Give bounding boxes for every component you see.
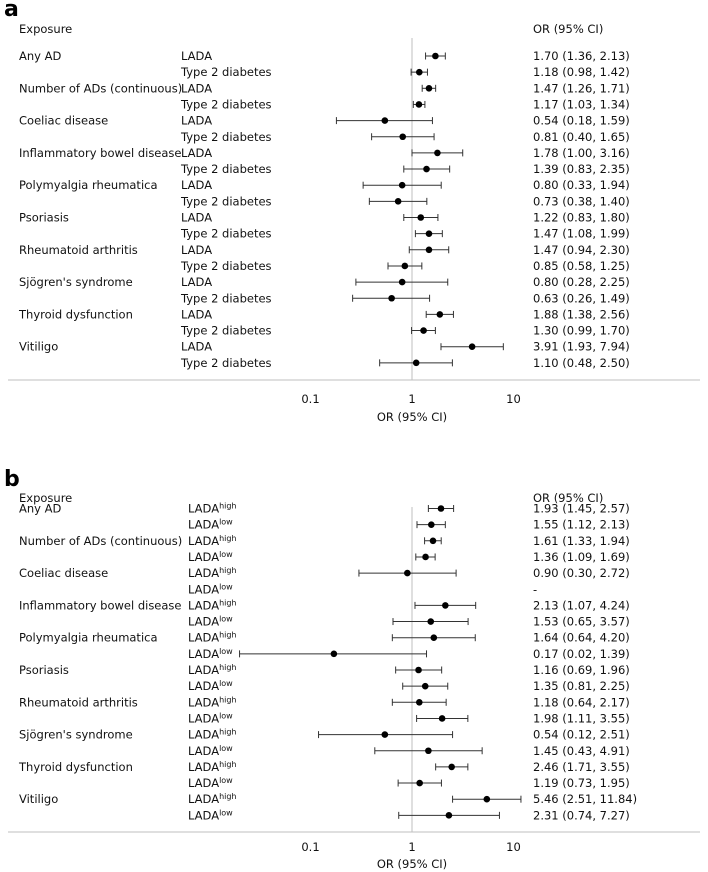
subgroup-label-text: LADA [188,517,220,532]
point-estimate [416,101,423,108]
subgroup-label [188,711,233,725]
x-tick-label: 0.1 [301,840,320,854]
subgroup-label-superscript: high [219,663,237,672]
subgroup-label-text: LADA [188,695,220,710]
subgroup-label [181,307,212,321]
or-ci-value: 2.31 (0.74, 7.27) [533,808,630,823]
subgroup-label-text: Type 2 diabetes [181,97,272,112]
subgroup-label [188,808,233,822]
or-ci-value: 1.30 (0.99, 1.70) [533,323,630,338]
or-ci-value: 1.64 (0.64, 4.20) [533,630,630,645]
subgroup-label [188,679,233,693]
subgroup-label-text: LADA [181,307,213,322]
subgroup-label-superscript: low [219,614,233,624]
exposure-label: Any AD [19,501,62,516]
point-estimate [422,683,429,690]
or-ci-value: 0.54 (0.12, 2.51) [533,727,630,742]
x-tick-label: 1 [408,840,416,854]
subgroup-label [188,744,233,758]
subgroup-label-text: LADA [181,275,213,290]
subgroup-label [188,760,237,774]
subgroup-label [188,534,237,548]
subgroup-label [181,340,212,354]
x-tick-label: 10 [506,392,521,406]
point-estimate [399,182,406,189]
subgroup-label-text: Type 2 diabetes [181,355,272,370]
point-estimate [382,731,389,738]
x-tick-label: 0.1 [301,392,320,406]
point-estimate [331,651,338,658]
subgroup-label-text: LADA [188,727,220,742]
or-ci-value: 1.17 (1.03, 1.34) [533,97,630,112]
exposure-label: Sjögren's syndrome [19,275,133,290]
subgroup-label [188,566,237,580]
subgroup-label-text: LADA [188,646,220,661]
or-ci-value: 1.70 (1.36, 2.13) [533,49,630,63]
subgroup-label [181,49,212,63]
point-estimate [431,634,438,641]
subgroup-label-text: LADA [181,113,213,128]
subgroup-label-superscript: low [219,743,233,753]
exposure-label: Vitiligo [19,339,59,354]
subgroup-label-superscript: high [219,598,237,608]
or-ci-value: 1.22 (0.83, 1.80) [533,210,630,225]
subgroup-label [181,243,212,257]
panel-label: b [4,467,20,492]
or-ci-value: 1.19 (0.73, 1.95) [533,776,630,791]
exposure-label: Thyroid dysfunction [19,759,133,774]
exposure-label: Coeliac disease [19,566,109,581]
subgroup-label-superscript: low [219,679,233,689]
or-ci-value: 1.10 (0.48, 2.50) [533,355,630,370]
point-estimate [416,780,423,787]
subgroup-label [180,291,272,305]
subgroup-label-text: LADA [188,792,220,807]
subgroup-label-superscript: low [219,517,233,527]
or-ci-value: 2.46 (1.71, 3.55) [533,759,630,774]
header-exposure: Exposure [19,491,73,505]
subgroup-label [180,97,272,111]
or-ci-value: 1.53 (0.65, 3.57) [533,614,630,629]
exposure-label: Vitiligo [19,792,59,807]
point-estimate [399,279,406,286]
x-axis-title: OR (95% CI) [376,410,448,424]
subgroup-label [180,227,272,241]
subgroup-label-superscript: high [219,695,237,705]
subgroup-label [180,130,272,144]
exposure-label: Number of ADs (continuous) [19,533,183,548]
subgroup-label-superscript: high [219,533,237,543]
point-estimate [427,618,434,625]
or-ci-value: 1.45 (0.43, 4.91) [533,743,630,758]
subgroup-label-text: LADA [181,81,213,96]
subgroup-label-superscript: high [219,501,237,511]
panel-label: a [4,0,19,22]
or-ci-value: - [533,582,538,597]
point-estimate [437,311,444,318]
or-ci-value: 0.73 (0.38, 1.40) [533,194,630,209]
point-estimate [422,554,429,561]
exposure-label: Any AD [19,49,62,63]
subgroup-label-superscript: low [219,711,233,721]
point-estimate [417,214,424,221]
exposure-label: Rheumatoid arthritis [19,242,138,257]
or-ci-value: 1.47 (1.26, 1.71) [533,81,630,96]
subgroup-label [181,275,212,289]
subgroup-label [188,792,237,806]
or-ci-value: 1.18 (0.98, 1.42) [533,65,630,80]
or-ci-value: 0.63 (0.26, 1.49) [533,291,630,306]
subgroup-label-superscript: high [219,566,237,576]
subgroup-label-text: LADA [188,630,220,645]
exposure-label: Coeliac disease [19,113,109,128]
subgroup-label [180,194,272,208]
subgroup-label [188,598,237,612]
subgroup-label-text: LADA [181,242,213,257]
subgroup-label-text: Type 2 diabetes [181,323,272,338]
subgroup-label [181,211,212,225]
subgroup-label-text: Type 2 diabetes [181,291,272,306]
subgroup-label-superscript: low [219,776,233,786]
point-estimate [425,747,432,754]
subgroup-label-text: LADA [188,663,220,677]
exposure-label: Polymyalgia rheumatica [19,178,158,193]
subgroup-label [181,178,212,192]
subgroup-label-text: LADA [188,808,220,823]
point-estimate [416,69,423,76]
subgroup-label [180,259,272,273]
subgroup-label [181,146,212,160]
point-estimate [426,247,433,254]
or-ci-value: 0.85 (0.58, 1.25) [533,258,630,273]
exposure-label: Inflammatory bowel disease [19,145,182,160]
subgroup-label [188,647,233,661]
header-or-ci: OR (95% CI) [533,22,604,36]
point-estimate [426,230,433,237]
or-ci-value: 1.61 (1.33, 1.94) [533,533,630,548]
subgroup-label [188,728,237,742]
subgroup-label-superscript: high [219,759,237,769]
or-ci-value: 5.46 (2.51, 11.84) [533,792,638,807]
or-ci-value: 0.80 (0.33, 1.94) [533,178,630,193]
subgroup-label [181,81,212,95]
point-estimate [426,85,433,92]
point-estimate [438,505,445,512]
subgroup-label-text: Type 2 diabetes [181,65,272,80]
subgroup-label-superscript: low [219,646,233,656]
point-estimate [395,198,402,205]
subgroup-label [188,695,237,709]
subgroup-label-text: LADA [188,776,220,791]
subgroup-label-superscript: high [219,630,237,640]
header-exposure: Exposure [19,22,73,36]
subgroup-label [181,114,212,128]
subgroup-label-text: Type 2 diabetes [181,129,272,144]
subgroup-label-text: LADA [188,679,220,694]
subgroup-label-text: LADA [188,614,220,629]
subgroup-label-text: Type 2 diabetes [181,194,272,209]
exposure-label: Sjögren's syndrome [19,727,133,742]
or-ci-value: 3.91 (1.93, 7.94) [533,339,630,354]
or-ci-value: 1.93 (1.45, 2.57) [533,501,630,516]
subgroup-label [180,65,272,79]
or-ci-value: 2.13 (1.07, 4.24) [533,598,630,613]
subgroup-label [180,324,272,338]
subgroup-label-text: LADA [181,210,213,225]
subgroup-label [188,518,233,532]
or-ci-value: 1.88 (1.38, 2.56) [533,307,630,322]
point-estimate [469,343,476,350]
exposure-label: Inflammatory bowel disease [19,598,182,613]
point-estimate [484,796,491,803]
subgroup-label [180,356,272,370]
or-ci-value: 1.47 (0.94, 2.30) [533,242,630,257]
exposure-label: Number of ADs (continuous) [19,81,183,96]
or-ci-value: 1.16 (0.69, 1.96) [533,663,630,677]
subgroup-label-text: LADA [181,145,213,160]
x-axis-title: OR (95% CI) [376,857,448,871]
or-ci-value: 1.39 (0.83, 2.35) [533,162,630,177]
subgroup-label-text: LADA [188,743,220,758]
or-ci-value: 1.18 (0.64, 2.17) [533,695,630,710]
exposure-label: Thyroid dysfunction [19,307,133,322]
header-or-ci: OR (95% CI) [533,491,604,505]
subgroup-label-text: LADA [188,598,220,613]
subgroup-label-superscript: high [219,727,237,737]
subgroup-label-text: LADA [181,178,213,193]
or-ci-value: 1.35 (0.81, 2.25) [533,679,630,694]
subgroup-label-text: LADA [181,339,213,354]
exposure-label: Psoriasis [19,210,69,225]
subgroup-label-text: LADA [188,711,220,726]
subgroup-label [188,776,233,790]
x-tick-label: 1 [408,392,416,406]
subgroup-label [180,162,272,176]
subgroup-label-text: LADA [188,566,220,581]
subgroup-label-superscript: low [219,549,233,559]
point-estimate [442,602,449,609]
or-ci-value: 0.81 (0.40, 1.65) [533,129,630,144]
subgroup-label [188,502,237,516]
subgroup-label [188,631,237,645]
or-ci-value: 1.36 (1.09, 1.69) [533,549,630,564]
point-estimate [415,667,422,674]
subgroup-label-text: Type 2 diabetes [181,162,272,177]
subgroup-label [188,582,233,596]
subgroup-label [188,550,233,564]
or-ci-value: 1.47 (1.08, 1.99) [533,226,630,241]
subgroup-label-text: Type 2 diabetes [181,258,272,273]
subgroup-label [188,663,237,677]
subgroup-label-text: LADA [188,759,220,774]
point-estimate [402,263,409,270]
or-ci-value: 1.78 (1.00, 3.16) [533,145,630,160]
subgroup-label-text: Type 2 diabetes [181,226,272,241]
point-estimate [428,521,435,528]
exposure-label: Rheumatoid arthritis [19,695,138,710]
or-ci-value: 0.17 (0.02, 1.39) [533,646,630,661]
point-estimate [439,715,446,722]
exposure-label: Polymyalgia rheumatica [19,630,158,645]
point-estimate [416,699,423,706]
subgroup-label-text: LADA [181,49,213,63]
point-estimate [448,764,455,771]
point-estimate [434,150,441,157]
point-estimate [382,117,389,124]
subgroup-label-text: LADA [188,582,220,597]
point-estimate [420,327,427,334]
or-ci-value: 0.54 (0.18, 1.59) [533,113,630,128]
or-ci-value: 1.55 (1.12, 2.13) [533,517,630,532]
exposure-label: Psoriasis [19,663,69,677]
or-ci-value: 0.80 (0.28, 2.25) [533,275,630,290]
subgroup-label-superscript: low [219,808,233,818]
subgroup-label-text: LADA [188,549,220,564]
or-ci-value: 0.90 (0.30, 2.72) [533,566,630,581]
subgroup-label [188,615,233,629]
subgroup-label-text: LADA [188,533,220,548]
point-estimate [430,538,437,545]
subgroup-label-superscript: low [219,582,233,592]
point-estimate [399,133,406,140]
point-estimate [423,166,430,173]
point-estimate [413,360,420,367]
x-tick-label: 10 [506,840,521,854]
point-estimate [432,53,439,60]
point-estimate [404,570,411,577]
or-ci-value: 1.98 (1.11, 3.55) [533,711,630,726]
subgroup-label-superscript: high [219,792,237,802]
point-estimate [446,812,453,819]
point-estimate [388,295,395,302]
subgroup-label-text: LADA [188,501,220,516]
